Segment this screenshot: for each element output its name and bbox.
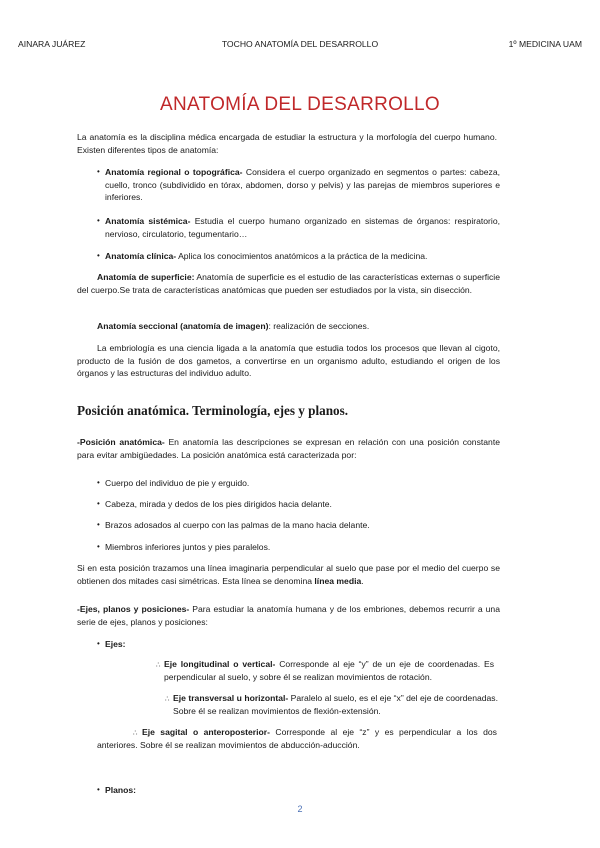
type-regional	[105, 166, 500, 204]
type-sistemica	[105, 215, 500, 240]
eje-sagital	[97, 726, 497, 751]
header-course: 1º MEDICINA UAM	[508, 39, 582, 49]
bullet-icon: •	[97, 520, 100, 529]
type-clinica	[105, 250, 500, 263]
eje-term: Eje transversal u horizontal-	[173, 693, 289, 703]
seccional-text: : realización de secciones.	[268, 321, 370, 331]
posicion-item: Cabeza, mirada y dedos de los pies dirigidos hacia delante.	[105, 499, 332, 509]
seccional-term: Anatomía seccional (anatomía de imagen)	[97, 321, 269, 331]
type-term: Anatomía sistémica-	[105, 216, 191, 226]
posicion-item: Cuerpo del individuo de pie y erguido.	[105, 478, 250, 488]
eje-term: Eje sagital o anteroposterior-	[142, 727, 270, 737]
posicion-paragraph	[77, 436, 500, 461]
posicion-item: Miembros inferiores juntos y pies paralelos.	[105, 542, 271, 552]
ejes-intro-term: -Ejes, planos y posiciones-	[77, 604, 190, 614]
superficie-paragraph	[77, 271, 500, 296]
linea-media-term: línea media	[314, 575, 362, 586]
bullet-icon: •	[97, 499, 100, 508]
type-term: Anatomía regional o topográfica-	[105, 167, 243, 177]
linea-media-paragraph	[77, 562, 500, 587]
type-text: Aplica los conocimientos anatómicos a la práctica de la medicina.	[176, 251, 428, 261]
eje-longitudinal	[164, 658, 494, 683]
type-text: Estudia el cuerpo humano organizado en sistemas de órganos: respiratorio, nervioso, circulatorio, tegumentario…	[105, 216, 500, 239]
document-title: ANATOMÍA DEL DESARROLLO	[159, 94, 440, 115]
header-book-title: TOCHO ANATOMÍA DEL DESARROLLO	[221, 39, 379, 49]
embriologia-paragraph: La embriología es una ciencia ligada a la anatomía que estudia todos los procesos que llevan al cigoto, producto de la fusión de dos gametos, a convertirse en un organismo adulto, estudiando el origen de los órganos y las estructuras del individuo adulto.	[77, 343, 500, 379]
eje-text: Paralelo al suelo, es el eje “x” del eje de coordenadas. Sobre él se realizan movimientos de flexión-extensión.	[173, 693, 498, 716]
bullet-icon: •	[97, 216, 100, 225]
planos-label: Planos:	[105, 785, 137, 795]
ejes-intro-text: Para estudiar la anatomía humana y de los embriones, debemos recurrir a una serie de ejes, planos y posiciones:	[77, 604, 500, 627]
ejes-label: Ejes:	[105, 639, 126, 649]
arrow-bullet-icon: ∴	[156, 662, 161, 669]
bullet-icon: •	[97, 251, 100, 260]
ejes-intro-paragraph	[77, 603, 500, 628]
header-author: AINARA JUÁREZ	[18, 39, 86, 49]
superficie-text: Anatomía de superficie es el estudio de las características externas o superficie del cuerpo.Se trata de características anatómicas que pueden ser estudiados por la vista, sin disección.	[77, 272, 500, 295]
seccional-paragraph	[97, 320, 497, 333]
posicion-term: -Posición anatómica-	[77, 437, 165, 447]
eje-transversal	[173, 692, 498, 717]
arrow-bullet-icon: ∴	[133, 730, 138, 737]
eje-text: Corresponde al eje “y” de un eje de coordenadas. Es perpendicular al suelo, y sobre él se realizan movimientos de rotación.	[164, 659, 494, 682]
bullet-icon: •	[97, 785, 100, 794]
linea-media-text: Si en esta posición trazamos una línea imaginaria perpendicular al suelo que pase por el medio del cuerpo se obtienen dos mitades casi simétricas. Esta línea se denomina	[77, 563, 500, 586]
bullet-icon: •	[97, 478, 100, 487]
section-heading: Posición anatómica. Terminología, ejes y planos.	[77, 403, 349, 418]
bullet-icon: •	[97, 542, 100, 551]
eje-term: Eje longitudinal o vertical-	[164, 659, 276, 669]
posicion-text: En anatomía las descripciones se expresan en relación con una posición constante para evitar ambigüedades. La posición anatómica está caracterizada por:	[77, 437, 500, 460]
type-term: Anatomía clínica-	[105, 251, 177, 261]
superficie-term: Anatomía de superficie:	[97, 272, 195, 282]
arrow-bullet-icon: ∴	[165, 696, 170, 703]
page-header	[18, 38, 582, 50]
linea-media-end: .	[361, 575, 364, 586]
type-text: Considera el cuerpo organizado en segmentos o partes: cabeza, cuello, tronco (subdividido en tórax, abdomen, dorso y pelvis) y las parejas de miembros superiores e inferiores.	[105, 167, 500, 203]
page-number: 2	[297, 804, 303, 814]
posicion-item: Brazos adosados al cuerpo con las palmas de la mano hacia delante.	[105, 520, 370, 530]
bullet-icon: •	[97, 639, 100, 648]
eje-text: Corresponde al eje “z” y es perpendicular a los dos anteriores. Sobre él se realizan movimientos de abducción-aducción.	[97, 727, 497, 750]
intro-paragraph: La anatomía es la disciplina médica encargada de estudiar la estructura y la morfología del cuerpo humano. Existen diferentes tipos de anatomía:	[77, 132, 497, 155]
bullet-icon: •	[97, 167, 100, 176]
